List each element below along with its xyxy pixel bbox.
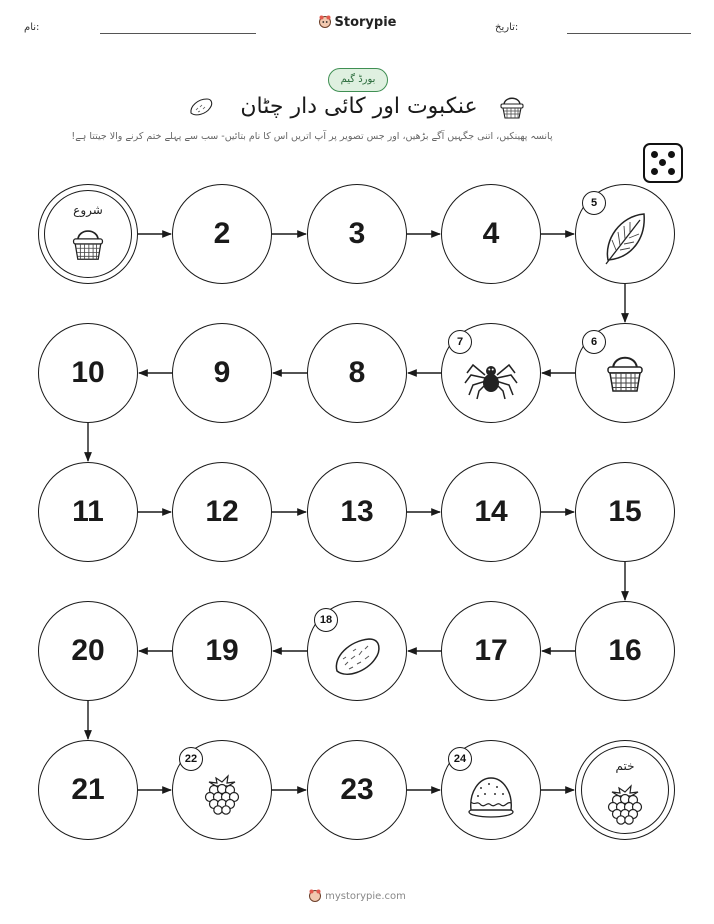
board-space-13: [307, 462, 407, 562]
space-number: 22: [179, 747, 203, 771]
space-number: 14: [474, 495, 508, 528]
space-number: 11: [72, 495, 104, 528]
space-number: 2: [213, 217, 231, 250]
space-number: 3: [348, 217, 366, 250]
storypie-logo-icon: [308, 888, 322, 902]
board-space-24: [441, 740, 541, 840]
board-space-11: [38, 462, 138, 562]
board-space-17: [441, 601, 541, 701]
board-space-21: [38, 740, 138, 840]
board-space-6: [575, 323, 675, 423]
space-number: 9: [213, 356, 231, 389]
space-number: 24: [448, 747, 472, 771]
board-space-2: [172, 184, 272, 284]
space-number: 5: [582, 191, 606, 215]
space-number: 13: [340, 495, 374, 528]
brand-name: Storypie: [334, 15, 397, 30]
board-space-12: [172, 462, 272, 562]
space-number: 16: [608, 634, 642, 667]
space-number: 18: [314, 608, 338, 632]
board-space-4: [441, 184, 541, 284]
board-space-10: [38, 323, 138, 423]
title-text: عنکبوت اور کائی دار چٹان: [240, 94, 478, 119]
instructions: پانسہ پھینکیں، اتنی جگہیں آگے بڑھیں، اور جس تصویر پر آپ اتریں اس کا نام بتائیں- سب سے پہلے ختم کرنے والا جیتتا ہے!: [71, 131, 553, 142]
start-label: شروع: [73, 203, 103, 217]
start-space: [38, 184, 138, 284]
space-number: 8: [348, 356, 366, 389]
board-space-20: [38, 601, 138, 701]
board-space-14: [441, 462, 541, 562]
space-number: 4: [482, 217, 500, 250]
board-space-5: [575, 184, 675, 284]
space-number: 15: [608, 495, 642, 528]
board-space-3: [307, 184, 407, 284]
space-number: 19: [205, 634, 239, 667]
space-number: 7: [448, 330, 472, 354]
space-number: 12: [205, 495, 239, 528]
board-game-badge: بورڈ گیم: [328, 68, 388, 92]
board-space-7: [441, 323, 541, 423]
space-number: 20: [71, 634, 105, 667]
finish-space: [575, 740, 675, 840]
board-space-9: [172, 323, 272, 423]
board-space-22: [172, 740, 272, 840]
name-label: نام:: [24, 22, 40, 33]
board-space-8: [307, 323, 407, 423]
space-number: 23: [340, 773, 374, 806]
finish-label: ختم: [615, 759, 635, 773]
board-space-23: [307, 740, 407, 840]
board-space-18: [307, 601, 407, 701]
space-number: 17: [474, 634, 508, 667]
board-space-19: [172, 601, 272, 701]
board-space-16: [575, 601, 675, 701]
footer-url[interactable]: mystorypie.com: [325, 891, 406, 902]
space-number: 10: [71, 356, 105, 389]
date-label: تاریخ:: [495, 22, 519, 33]
space-number: 21: [71, 773, 105, 806]
board-space-15: [575, 462, 675, 562]
space-number: 6: [582, 330, 606, 354]
footer: [0, 888, 714, 902]
